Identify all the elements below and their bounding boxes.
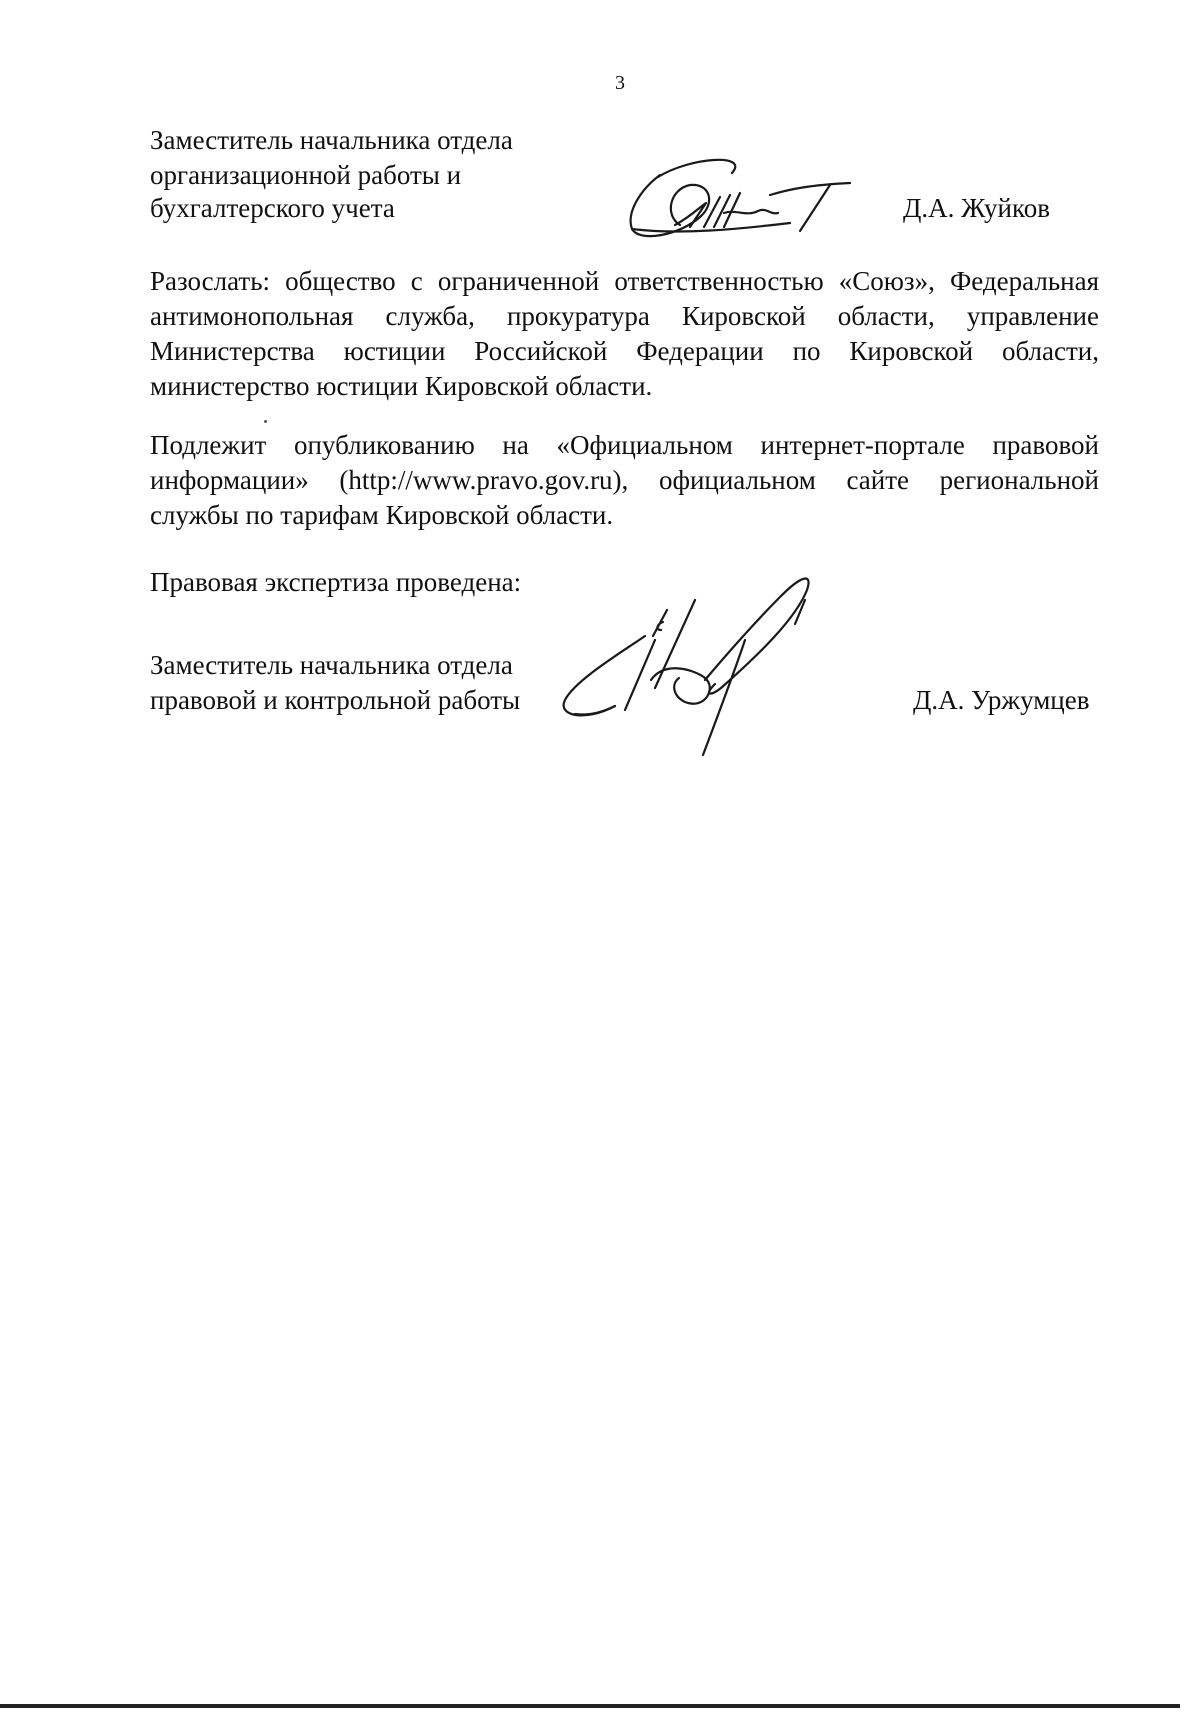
signature-1-icon — [620, 155, 860, 245]
distribution-line-2: антимонопольная служба, прокуратура Кировской области, управление — [150, 301, 1099, 331]
distribution-line-3: Министерства юстиции Российской Федерации по Кировской области, — [150, 336, 1099, 366]
signatory-1-position-line-1: Заместитель начальника отдела — [150, 125, 513, 155]
page-bottom-rule — [0, 1704, 1180, 1708]
scan-speck — [264, 420, 267, 423]
signatory-1-name: Д.А. Жуйков — [903, 193, 1050, 223]
page-number: 3 — [615, 72, 625, 94]
publication-line-2: информации» (http://www.pravo.gov.ru), официальном сайте региональной — [150, 465, 1099, 495]
publication-line-3: службы по тарифам Кировской области. — [150, 500, 614, 530]
distribution-line-4: министерство юстиции Кировской области. — [150, 371, 653, 401]
signature-2-icon — [545, 560, 885, 760]
publication-line-1: Подлежит опубликованию на «Официальном интернет-портале правовой — [150, 430, 1099, 460]
distribution-line-1: Разослать: общество с ограниченной ответственностью «Союз», Федеральная — [150, 266, 1099, 296]
legal-review-heading: Правовая экспертиза проведена: — [150, 567, 522, 597]
signatory-1-position-line-2: организационной работы и — [150, 160, 462, 190]
signatory-2-position-line-1: Заместитель начальника отдела — [150, 650, 513, 680]
signatory-2-name: Д.А. Уржумцев — [913, 685, 1090, 715]
signatory-2-position-line-2: правовой и контрольной работы — [150, 685, 521, 715]
distribution-paragraph — [150, 264, 1099, 404]
publication-paragraph — [150, 428, 1099, 533]
signatory-1-position-line-3: бухгалтерского учета — [150, 193, 395, 223]
